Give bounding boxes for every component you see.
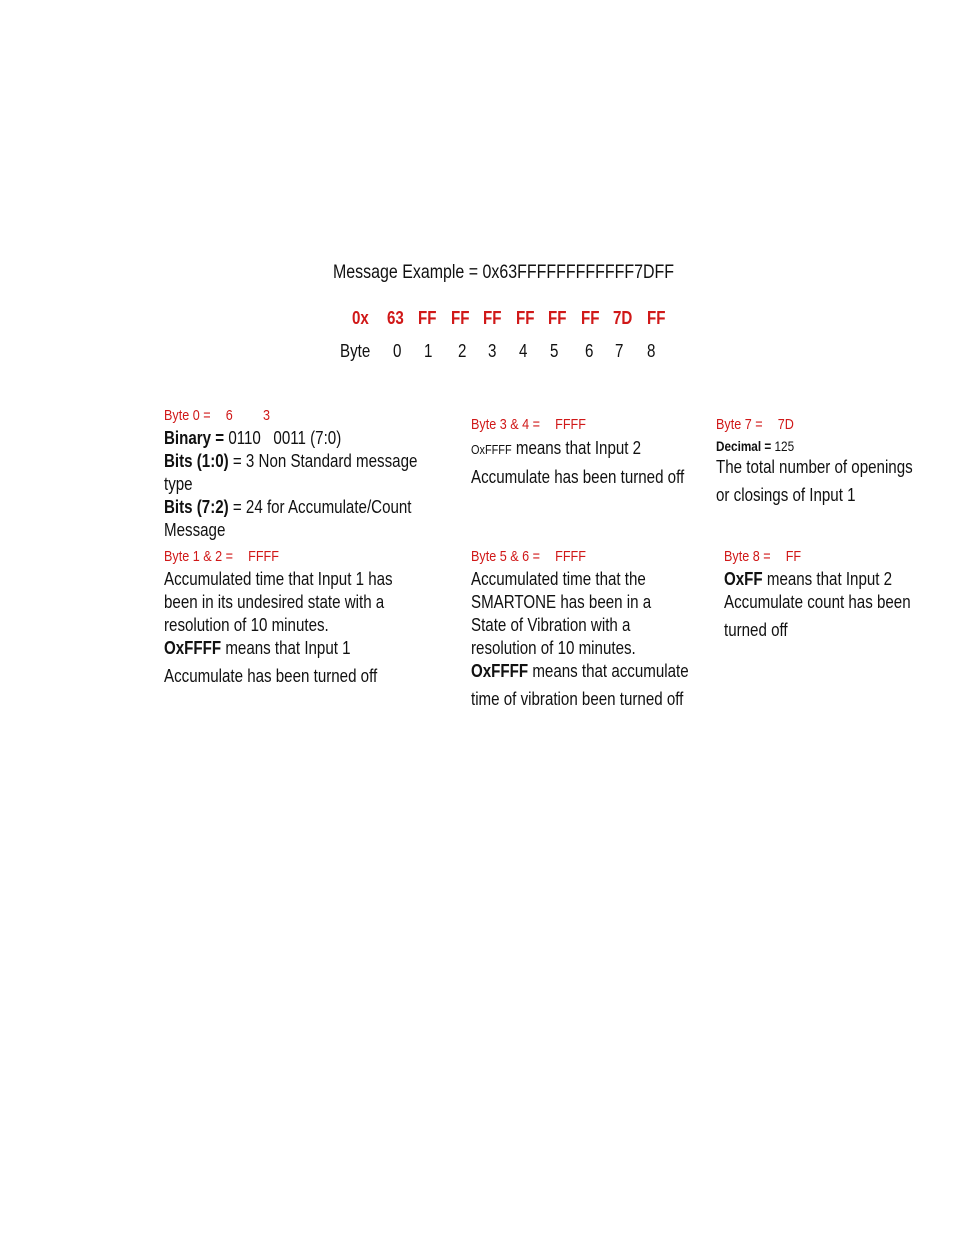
byte34-value: FFFF [555,416,586,433]
byte34-line2: Accumulate has been turned off [471,467,685,487]
hex-byte-8: FF [647,308,666,328]
byte0-nibble-high: 6 [225,407,233,424]
hex-byte-2: FF [451,308,470,328]
hex-byte-6: FF [581,308,600,328]
byte-index-7: 7 [615,341,624,361]
byte34-label-text: Byte 3 & 4 = [471,416,540,433]
byte12-line5: Accumulate has been turned off [164,666,378,686]
hex-prefix: 0x [352,308,369,328]
byte-index-2: 2 [458,341,467,361]
byte-row-label: Byte [340,341,371,361]
message-example-title [333,262,739,284]
byte56-prefix: OxFFFF [471,661,529,681]
byte8-line2: Accumulate count has been [724,592,911,612]
byte34-block [471,413,711,489]
byte-index-3: 3 [488,341,497,361]
hex-byte-7: 7D [613,308,633,328]
byte56-line2: SMARTONE has been in a [471,592,652,612]
byte56-value: FFFF [555,548,586,565]
byte56-label-text: Byte 5 & 6 = [471,548,540,565]
byte7-label [716,413,909,436]
byte12-line4-text: means that Input 1 [221,638,351,658]
hex-byte-3: FF [483,308,502,328]
byte12-line3: resolution of 10 minutes. [164,615,329,635]
byte7-label-text: Byte 7 = [716,416,763,433]
byte7-decimal-line [716,436,909,456]
byte0-binary-label: Binary = [164,428,225,448]
byte0-bits72-label: Bits (7:2) [164,497,229,517]
byte-index-0: 0 [393,341,402,361]
byte12-line2: been in its undesired state with a [164,592,385,612]
hex-byte-5: FF [548,308,567,328]
byte12-prefix: OxFFFF [164,638,222,658]
byte12-block [164,545,454,688]
hex-byte-1: FF [418,308,437,328]
byte0-binary-line [164,427,408,450]
byte0-bits72-text: = 24 for Accumulate/Count [228,497,412,517]
byte7-line2: or closings of Input 1 [716,485,856,505]
byte7-decimal-label: Decimal = [716,438,772,454]
byte-index-4: 4 [519,341,528,361]
byte56-label [471,545,673,568]
byte-index-8: 8 [647,341,656,361]
byte0-nibble-low: 3 [262,407,270,424]
title-label: Message Example = [333,262,479,283]
byte8-line3: turned off [724,620,788,640]
byte8-label-text: Byte 8 = [724,548,771,565]
byte-index-5: 5 [550,341,559,361]
byte8-label [724,545,910,568]
byte56-line5 [471,660,689,683]
byte0-label-text: Byte 0 = [164,407,211,424]
byte34-label [471,413,673,436]
byte8-line1-text: means that Input 2 [762,569,893,589]
hex-byte-4: FF [516,308,535,328]
byte12-label-text: Byte 1 & 2 = [164,548,233,565]
byte56-line5-text: means that accumulate [528,661,689,681]
byte34-line1 [471,437,673,461]
byte0-bits10-text: = 3 Non Standard message [228,451,418,471]
byte12-line1: Accumulated time that Input 1 has [164,569,393,589]
byte0-bits72-cont: Message [164,520,226,540]
byte0-bits72-line [164,496,412,519]
byte12-value: FFFF [248,548,279,565]
byte12-line4 [164,637,408,660]
byte8-value: FF [785,548,802,565]
byte56-line6: time of vibration been turned off [471,689,684,709]
byte7-line1: The total number of openings [716,457,913,477]
title-value: 0x63FFFFFFFFFFFF7DFF [482,262,674,283]
byte0-bits10-cont: type [164,474,193,494]
byte34-prefix: OxFFFF [471,442,512,457]
byte56-line4: resolution of 10 minutes. [471,638,636,658]
byte8-line1 [724,568,910,591]
byte7-block [716,413,946,507]
byte0-bits10-line [164,450,418,473]
byte0-binary-value: 0110 0011 (7:0) [228,428,342,448]
byte-index-1: 1 [424,341,433,361]
byte56-line1: Accumulated time that the [471,569,646,589]
byte12-label [164,545,408,568]
byte7-decimal-value: 125 [774,438,795,454]
byte0-bits10-label: Bits (1:0) [164,451,229,471]
byte-index-6: 6 [585,341,594,361]
byte8-prefix: OxFF [724,569,763,589]
byte0-block [164,404,454,542]
byte8-block [724,545,946,642]
byte34-line1-text: means that Input 2 [511,438,642,458]
byte56-line3: State of Vibration with a [471,615,631,635]
byte56-block [471,545,711,711]
byte7-value: 7D [777,416,794,433]
byte0-label [164,404,408,427]
hex-byte-0: 63 [387,308,404,328]
